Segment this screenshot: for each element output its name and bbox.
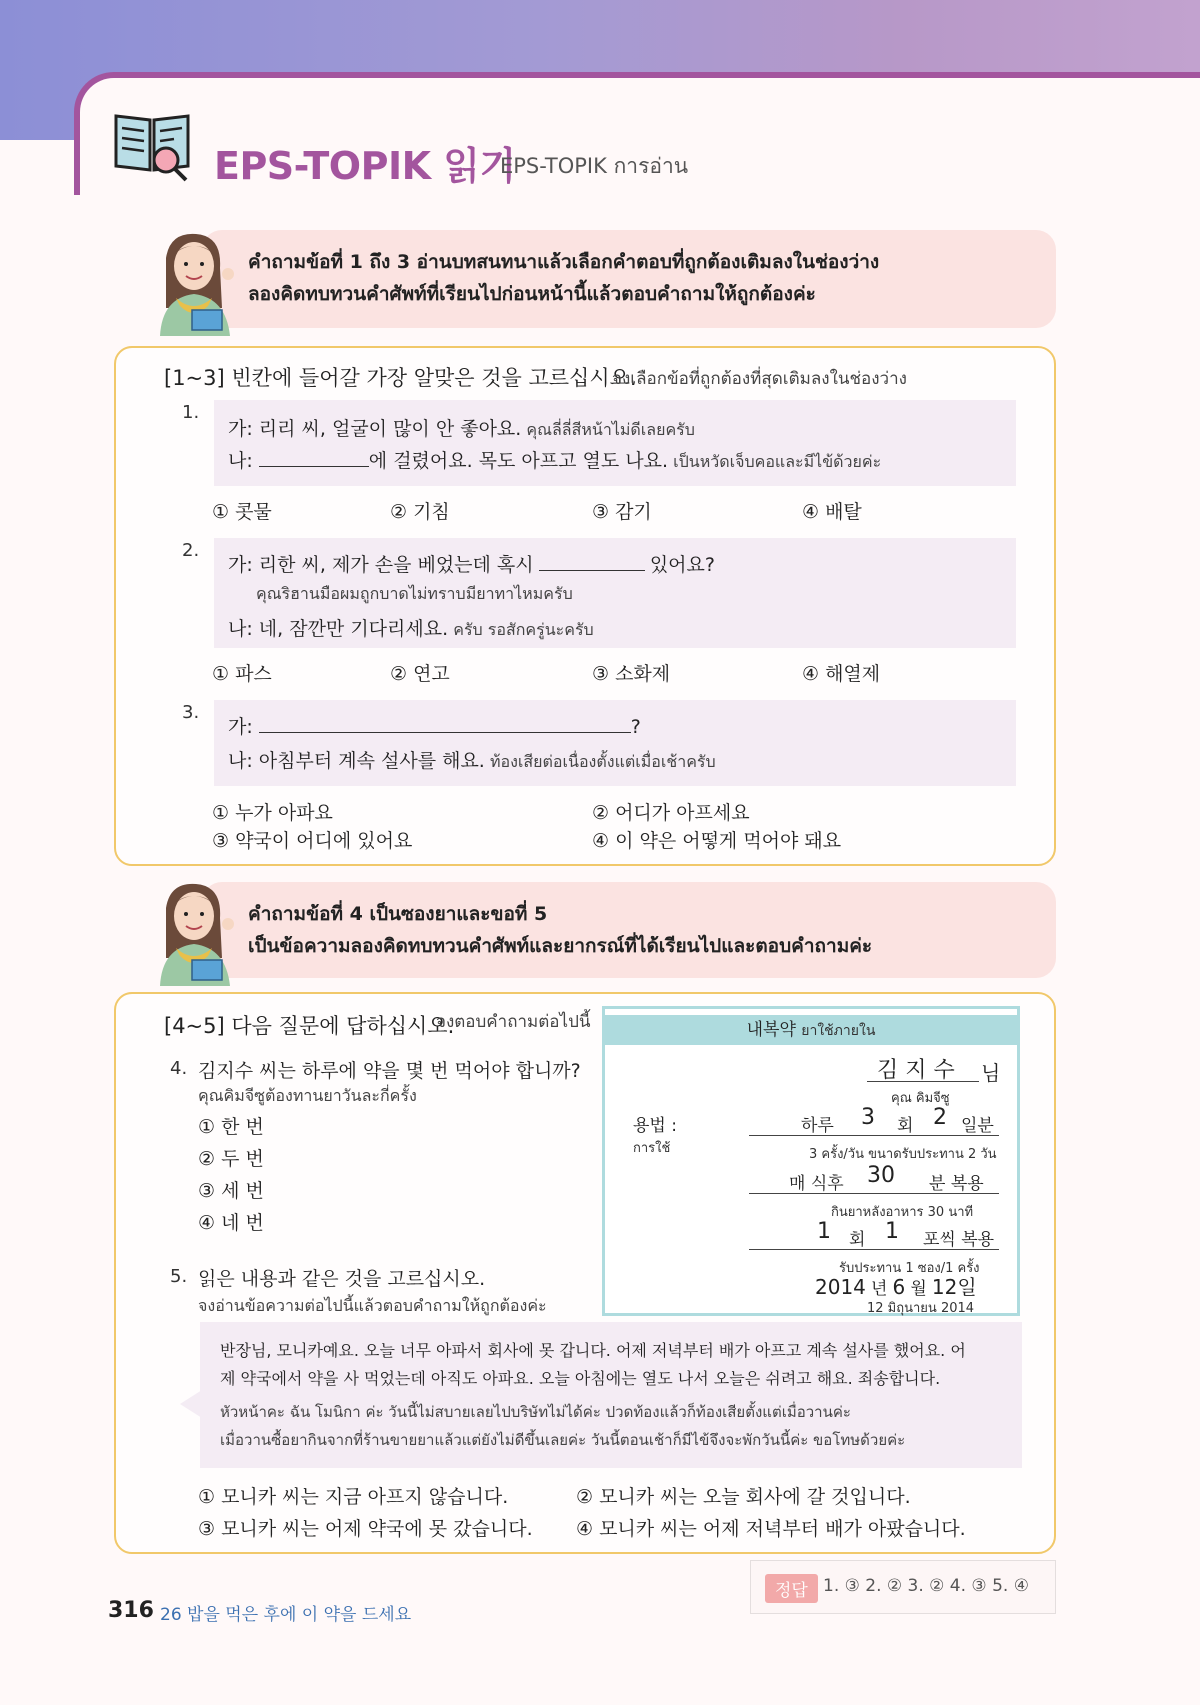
dialogue-ko: 나: 네, 잠깐만 기다리세요. — [228, 618, 449, 640]
dialogue-line-b — [228, 446, 881, 475]
question-mark: ? — [630, 716, 641, 738]
instruction-line: ลองคิดทบทวนคำศัพท์ที่เรียนไปก่อนหน้านี้แล้วตอบคำถามให้ถูกต้องค่ะ — [248, 283, 816, 305]
section-heading: [4~5] 다음 질문에 답하십시오. — [164, 1014, 455, 1038]
daily-count: 3 — [861, 1105, 875, 1130]
instruction-line: คำถามข้อที่ 1 ถึง 3 อ่านบทสนทนาแล้วเลือกคำตอบที่ถูกต้องเติมลงในช่องว่าง — [248, 251, 880, 273]
rule-line — [749, 1249, 999, 1250]
dose-packs: 1 — [885, 1219, 899, 1244]
daily-label: 하루 — [801, 1116, 834, 1136]
instruction-line: คำถามข้อที่ 4 เป็นซองยาและขอที่ 5 — [248, 903, 548, 925]
instruction-bubble-2 — [202, 882, 1056, 978]
option-item[interactable]: ① 모니카 씨는 지금 아프지 않습니다. — [198, 1486, 509, 1508]
option-item[interactable]: ③ 소화제 — [592, 663, 671, 685]
usage-label-translation: การใช้ — [633, 1141, 671, 1156]
days-unit: 일분 — [961, 1116, 994, 1136]
section-heading: [1~3] 빈칸에 들어갈 가장 알맞은 것을 고르십시오. — [164, 366, 637, 390]
name-underline — [867, 1081, 979, 1082]
page-number: 316 — [108, 1598, 154, 1623]
dialogue-ko: 가: 리리 씨, 얼굴이 많이 안 좋아요. — [228, 418, 522, 440]
dialogue-line-a — [228, 712, 641, 739]
option-item[interactable]: ① 누가 아파요 — [212, 802, 333, 824]
letter-tail — [180, 1390, 202, 1418]
answer-key-label: 정답 — [765, 1574, 818, 1603]
option-item[interactable]: ① 콧물 — [212, 501, 272, 523]
option-item[interactable]: ④ 이 약은 어떻게 먹어야 돼요 — [592, 830, 842, 852]
dialogue-th: ครับ รอสักครู่นะครับ — [453, 620, 594, 639]
option-item[interactable]: ④ 해열제 — [802, 663, 881, 685]
option-item[interactable]: ② 연고 — [390, 663, 450, 685]
meal-translation: กินยาหลังอาหาร 30 นาที — [831, 1205, 974, 1220]
rule-line — [749, 1135, 999, 1136]
dialogue-th: คุณริฮานมือผมถูกบาดไม่ทราบมียาทาไหมครับ — [256, 584, 573, 603]
dialogue-th: คุณลี่ลี่สีหน้าไม่ดีเลยครับ — [526, 420, 695, 439]
dialogue-ko: 에 걸렸어요. 목도 아프고 열도 나요. — [368, 450, 669, 472]
prescription-title-translation: ยาใช้ภายใน — [801, 1023, 876, 1039]
prescription-title: 내복약 — [746, 1020, 796, 1040]
patient-name: 김 지 수 — [877, 1058, 955, 1083]
option-item[interactable]: ④ 모니카 씨는 어제 저녁부터 배가 아팠습니다. — [576, 1518, 966, 1540]
letter-box — [200, 1322, 1022, 1468]
sheet-edge-mask — [70, 195, 82, 1705]
dose-post: 포씩 복용 — [923, 1230, 995, 1250]
answer-key — [750, 1560, 1056, 1614]
question-number: 2. — [182, 540, 200, 561]
teacher-illustration — [146, 228, 242, 336]
honorific: 님 — [981, 1061, 1001, 1085]
option-item[interactable]: ② 어디가 아프세요 — [592, 802, 750, 824]
patient-name-translation: คุณ คิมจีซู — [891, 1091, 950, 1106]
answer-blank — [539, 552, 645, 571]
meal-label: 매 식후 — [789, 1174, 844, 1194]
dialogue-ko: 가: 리한 씨, 제가 손을 베었는데 혹시 — [228, 554, 534, 576]
option-item[interactable]: ③ 감기 — [592, 501, 652, 523]
date-translation: 12 มิถุนายน 2014 — [867, 1301, 975, 1316]
letter-th-line: เมื่อวานซื้อยากินจากที่ร้านขายยาแล้วแต่ยังไม่ดีขึ้นเลยค่ะ วันนี้ตอนเช้าก็มีไข้จึงจะพักวันนี้ค่ะ ขอโทษด้วยค่ะ — [220, 1431, 906, 1449]
chapter-title: 26 밥을 먹은 후에 이 약을 드세요 — [160, 1605, 412, 1625]
letter-th-line: หัวหน้าคะ ฉัน โมนิกา ค่ะ วันนี้ไม่สบายเลยไปบริษัทไม่ได้ค่ะ ปวดท้องแล้วก็ท้องเสียตั้งแต่เมื่อวานค่ะ — [220, 1403, 851, 1421]
letter-ko-line: 제 약국에서 약을 사 먹었는데 아직도 아파요. 오늘 아침에는 열도 나서 오늘은 쉬려고 해요. 죄송합니다. — [220, 1369, 941, 1388]
option-item[interactable]: ④ 네 번 — [198, 1212, 264, 1234]
date-month-unit: 월 — [910, 1279, 927, 1299]
question-translation: คุณคิมจีซูต้องทานยาวันละกี่ครั้ง — [198, 1086, 417, 1105]
question-number: 1. — [182, 402, 200, 423]
prescription-envelope — [602, 1006, 1020, 1316]
option-item[interactable]: ③ 약국이 어디에 있어요 — [212, 830, 413, 852]
section-heading-translation: จงตอบคำถามต่อไปนี้ — [436, 1012, 591, 1032]
letter-ko-line: 반장님, 모니카예요. 오늘 너무 아파서 회사에 못 갑니다. 어제 저녁부터 배가 아프고 계속 설사를 했어요. 어 — [220, 1341, 966, 1360]
dialogue-th: ท้องเสียต่อเนื่องตั้งแต่เมื่อเช้าครับ — [489, 752, 716, 771]
dialogue-line-b — [228, 746, 716, 775]
speaker-label: 나: — [228, 450, 259, 472]
daily-unit: 회 — [897, 1116, 914, 1136]
question-number: 5. — [170, 1266, 188, 1287]
option-item[interactable]: ② 기침 — [390, 501, 450, 523]
speaker-label: 가: — [228, 716, 259, 738]
teacher-illustration — [146, 878, 242, 986]
usage-label: 용법 : — [633, 1116, 677, 1136]
option-item[interactable]: ① 파스 — [212, 663, 272, 685]
dose-translation: รับประทาน 1 ซอง/1 ครั้ง — [839, 1261, 980, 1276]
date-month: 6 — [892, 1275, 906, 1299]
dialogue-ko: 있어요? — [649, 554, 715, 576]
answer-key-values: 1. ③ 2. ② 3. ② 4. ③ 5. ④ — [823, 1576, 1029, 1596]
instruction-bubble-1 — [202, 230, 1056, 328]
question-translation: จงอ่านข้อความต่อไปนี้แล้วตอบคำถามให้ถูกต้องค่ะ — [198, 1296, 547, 1315]
question-number: 3. — [182, 702, 200, 723]
instruction-line: เป็นข้อความลองคิดทบทวนคำศัพท์และยากรณ์ที่ได้เรียนไปและตอบคำถามค่ะ — [248, 935, 873, 957]
meal-post: 분 복용 — [929, 1174, 984, 1194]
answer-blank — [259, 714, 631, 733]
date-year-unit: 년 — [871, 1279, 888, 1299]
meal-minutes: 30 — [867, 1163, 895, 1188]
dialogue-th: เป็นหวัดเจ็บคอและมีไข้ด้วยค่ะ — [673, 452, 882, 471]
option-item[interactable]: ④ 배탈 — [802, 501, 862, 523]
dispense-date — [815, 1271, 977, 1300]
daily-translation: 3 ครั้ง/วัน ขนาดรับประทาน 2 วัน — [809, 1147, 997, 1162]
question-text: 읽은 내용과 같은 것을 고르십시오. — [198, 1268, 486, 1290]
page-title-translation: EPS-TOPIK การอ่าน — [500, 154, 689, 178]
dose-unit: 회 — [849, 1230, 866, 1250]
option-item[interactable]: ② 모니카 씨는 오늘 회사에 갈 것입니다. — [576, 1486, 911, 1508]
dialogue-line-a — [228, 414, 695, 443]
question-number: 4. — [170, 1058, 188, 1079]
days-count: 2 — [933, 1105, 947, 1130]
dialogue-ko: 나: 아침부터 계속 설사를 해요. — [228, 750, 485, 772]
date-year: 2014 — [815, 1275, 866, 1299]
section-heading-translation: จงเลือกข้อที่ถูกต้องที่สุดเติมลงในช่องว่าง — [612, 369, 907, 389]
option-item[interactable]: ③ 모니카 씨는 어제 약국에 못 갔습니다. — [198, 1518, 533, 1540]
option-item[interactable]: ② 두 번 — [198, 1148, 264, 1170]
dialogue-line-a — [228, 550, 715, 577]
date-day: 12일 — [931, 1275, 977, 1299]
dose-count: 1 — [817, 1219, 831, 1244]
dialogue-line-b — [228, 614, 594, 643]
question-text: 김지수 씨는 하루에 약을 몇 번 먹어야 합니까? — [198, 1060, 581, 1082]
rule-line — [749, 1193, 999, 1194]
book-magnifier-icon — [112, 108, 192, 184]
page-title: EPS-TOPIK 읽기 — [214, 144, 516, 188]
option-item[interactable]: ③ 세 번 — [198, 1180, 264, 1202]
prescription-header — [605, 1015, 1017, 1045]
answer-blank — [259, 448, 369, 467]
option-item[interactable]: ① 한 번 — [198, 1116, 264, 1138]
